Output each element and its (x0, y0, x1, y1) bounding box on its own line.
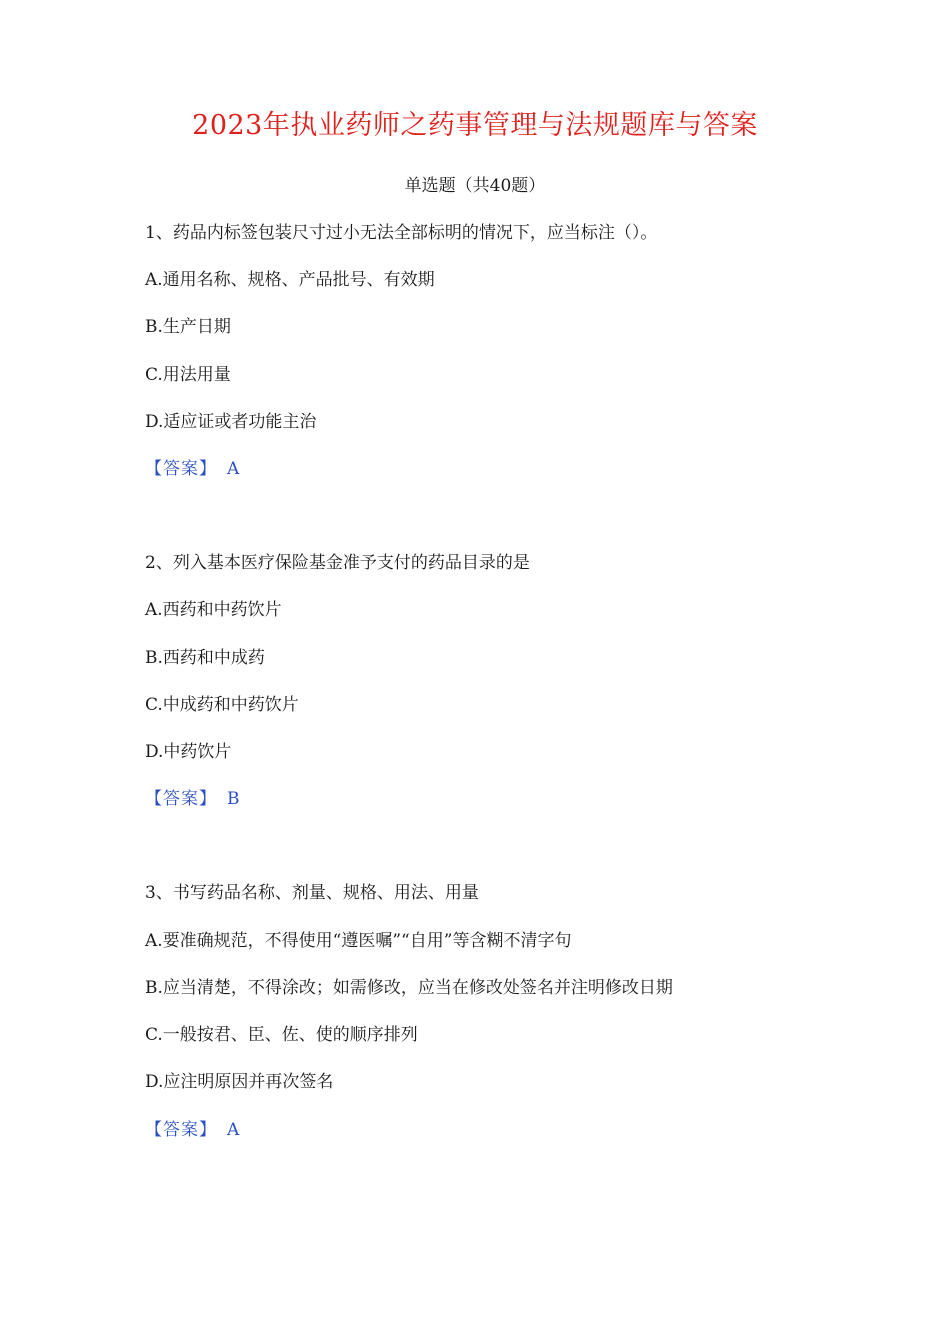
question-stem: 3、书写药品名称、剂量、规格、用法、用量 (145, 883, 479, 903)
option-a: A.要准确规范，不得使用“遵医嘱”“自用”等含糊不清字句 (145, 931, 572, 951)
answer-line (145, 1116, 239, 1144)
option-a: A.西药和中药饮片 (145, 600, 282, 620)
answer-label: 【答案】 (145, 789, 217, 809)
option-c: C.一般按君、臣、佐、使的顺序排列 (145, 1025, 418, 1045)
question-stem: 2、列入基本医疗保险基金准予支付的药品目录的是 (145, 553, 530, 573)
answer-value: A (227, 1120, 240, 1140)
option-b: B.西药和中成药 (145, 648, 265, 668)
option-c: C.中成药和中药饮片 (145, 695, 299, 715)
option-d: D.应注明原因并再次签名 (145, 1072, 334, 1092)
answer-label: 【答案】 (145, 1120, 217, 1140)
document-title: 2023年执业药师之药事管理与法规题库与答案 (192, 110, 758, 141)
question-stem: 1、药品内标签包装尺寸过小无法全部标明的情况下，应当标注（）。 (145, 223, 658, 243)
option-a: A.通用名称、规格、产品批号、有效期 (145, 270, 435, 290)
option-d: D.适应证或者功能主治 (145, 412, 317, 432)
answer-line (145, 785, 240, 813)
answer-value: B (227, 789, 240, 809)
section-heading: 单选题（共40题） (404, 176, 546, 196)
answer-label: 【答案】 (145, 459, 217, 479)
option-d: D.中药饮片 (145, 742, 232, 762)
option-b: B.应当清楚，不得涂改；如需修改，应当在修改处签名并注明修改日期 (145, 978, 673, 998)
answer-line (145, 455, 239, 483)
option-b: B.生产日期 (145, 317, 231, 337)
answer-value: A (227, 459, 240, 479)
option-c: C.用法用量 (145, 365, 231, 385)
